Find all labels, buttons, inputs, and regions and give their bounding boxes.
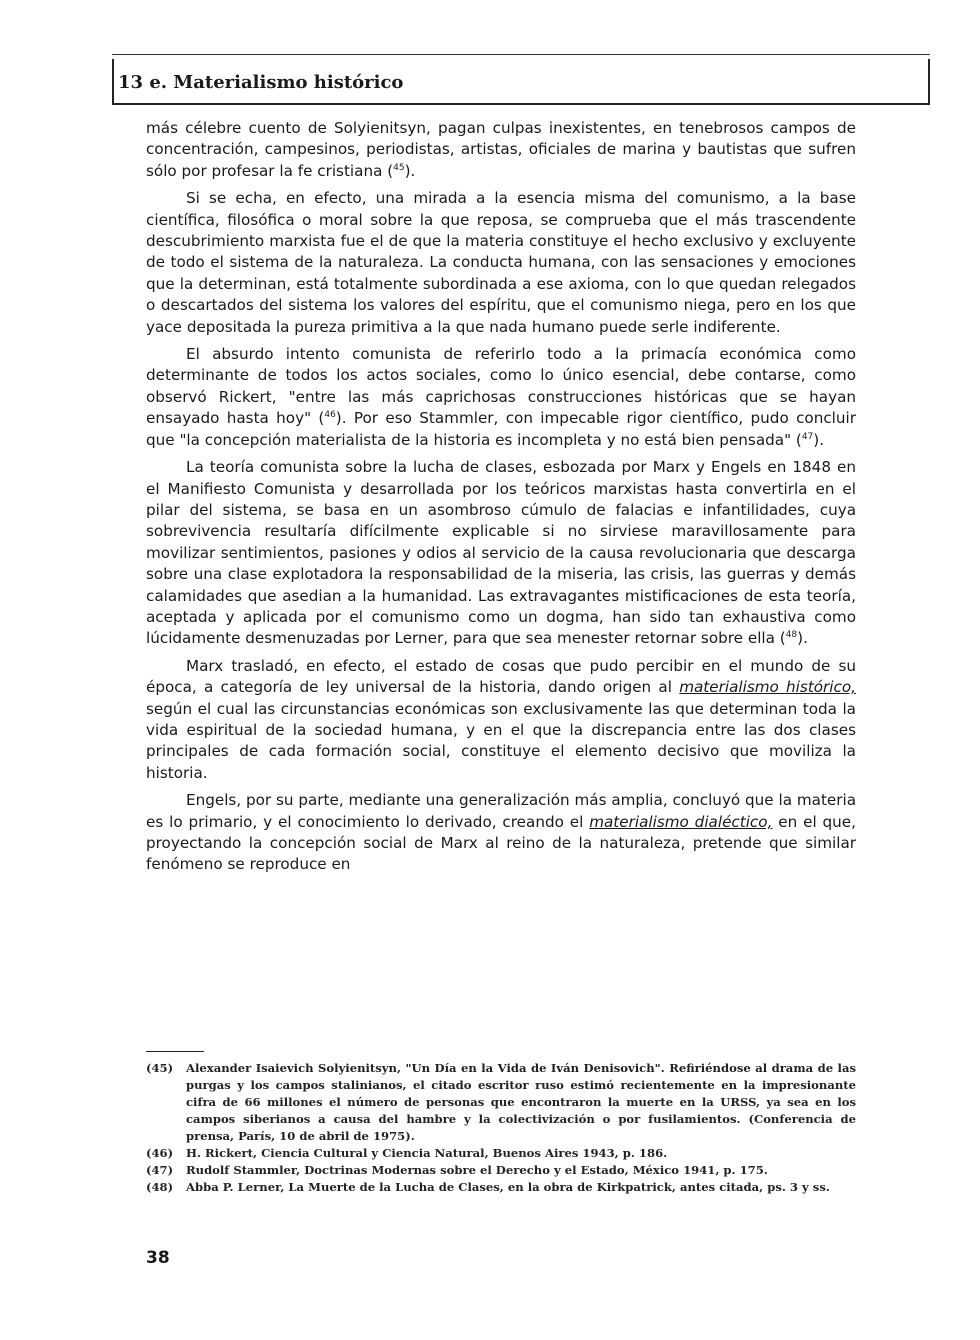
paragraph-text: ). Por eso Stammler, con impecable rigor científico, pudo concluir que "la concepción materialista de la historia es incompleta y no está bien pensada" (: [146, 409, 856, 449]
underlined-term: materialismo histórico,: [679, 678, 856, 697]
footnote-number: (46): [146, 1146, 174, 1160]
footnote-text: H. Rickert, Ciencia Cultural y Ciencia Natural, Buenos Aires 1943, p. 186.: [186, 1146, 668, 1160]
footnote-ref[interactable]: 48: [785, 630, 798, 641]
paragraph-text: según el cual las circunstancias económicas son exclusivamente las que determinan toda la vida espiritual de la sociedad humana, y en el que la discrepancia entre las dos clases principales de cada formación social, constituye el elemento decisivo que moviliza la historia.: [146, 699, 856, 782]
footnote-47: [146, 1162, 856, 1179]
underlined-term: materialismo dialéctico,: [589, 812, 773, 831]
paragraph-4: [146, 457, 856, 650]
footnote-separator: [146, 1051, 204, 1052]
paragraph-text: Engels, por su parte, mediante una generalización más amplia, concluyó que la materia es lo primario, y el conocimiento lo derivado, creando el: [146, 791, 857, 831]
footnote-number: (48): [146, 1180, 174, 1194]
footnote-text: Rudolf Stammler, Doctrinas Modernas sobre el Derecho y el Estado, México 1941, p. 175.: [186, 1163, 768, 1177]
paragraph-text: Marx trasladó, en efecto, el estado de cosas que pudo percibir en el mundo de su época, a categoría de ley universal de la historia, dando origen al: [146, 656, 856, 697]
paragraph-6: [146, 790, 856, 876]
paragraph-1: [146, 118, 856, 182]
footnote-ref[interactable]: 47: [801, 431, 814, 442]
paragraph-text: más célebre cuento de Solyienitsyn, pagan culpas inexistentes, en tenebrosos campos de concentración, campesinos, periodistas, artistas, oficiales de marina y bautistas que sufren sólo por profesar la fe cristiana (: [146, 119, 856, 180]
footnote-45: [146, 1060, 856, 1145]
footnote-ref[interactable]: 46: [324, 410, 336, 421]
paragraph-text: en el que, proyectando la concepción social de Marx al reino de la naturaleza, pretende que similar fenómeno se reproduce en: [146, 812, 856, 874]
footnote-46: [146, 1145, 856, 1162]
footnote-48: [146, 1179, 856, 1196]
paragraph-text: El absurdo intento comunista de referirlo todo a la primacía económica como determinante de todos los actos sociales, como lo único esencial, debe contarse, como observó Rickert, "entre las más caprichosas construcciones históricas que se hayan ensayado hasta hoy" (: [146, 345, 856, 428]
paragraph-3: [146, 344, 856, 451]
page-number: 38: [146, 1248, 170, 1268]
paragraph-text: ).: [797, 629, 808, 648]
footnote-text: Abba P. Lerner, La Muerte de la Lucha de Clases, en la obra de Kirkpatrick, antes citada, ps. 3 y ss.: [186, 1180, 830, 1194]
footnotes: [146, 1060, 856, 1196]
footnote-ref[interactable]: 45: [393, 162, 405, 173]
paragraph-5: [146, 656, 856, 784]
footnote-text: Alexander Isaievich Solyienitsyn, "Un Día en la Vida de Iván Denisovich". Refiriéndose al drama de las purgas y los campos stalinianos, el citado escritor ruso estimó recientemente en la impresionante cifra de 66 millones el número de personas que encontraron la muerte en la URSS, ya sea en los campos siberianos a causa del hambre y la colectivización o por fusilamientos. (Conferencia de prensa, París, 10 de abril de 1975).: [186, 1061, 856, 1143]
footnote-number: (45): [146, 1061, 174, 1075]
section-title: 13 e. Materialismo histórico: [118, 72, 404, 93]
paragraph-text: ).: [404, 161, 416, 180]
paragraph-2: Si se echa, en efecto, una mirada a la esencia misma del comunismo, a la base científica, filosófica o moral sobre la que reposa, se comprueba que el más trascendente descubrimiento marxista fue el de que la materia constituye el hecho exclusivo y excluyente de todo el sistema de la naturaleza. La conducta humana, con las sensaciones y emociones que la determinan, está totalmente subordinada a ese axioma, con lo que quedan relegados o descartados del sistema los valores del espíritu, que el comunismo niega, pero en los que yace depositada la pureza primitiva a la que nada humano puede serle indiferente.: [146, 189, 856, 336]
paragraph-text: ).: [813, 430, 825, 449]
paragraph-text: La teoría comunista sobre la lucha de clases, esbozada por Marx y Engels en 1848 en el Manifiesto Comunista y desarrollada por los teóricos marxistas hasta convertirla en el pilar del sistema, se basa en un asombroso cúmulo de falacias e infantilidades, cuya sobrevivencia resultaría difícilmente explicable si no sirviese maravillosamente para movilizar sentimientos, pasiones y odios al servicio de la causa revolucionaria que descarga sobre una clase explotadora la responsabilidad de la miseria, las crisis, las guerras y demás calamidades que asedian a la humanidad. Las extravagantes mistificaciones de esta teoría, aceptada y aplicada por el comunismo como un dogma, han sido tan exhaustiva como lúcidamente desmenuzadas por Lerner, para que sea menester retornar sobre ella (: [146, 458, 856, 648]
body-text: [146, 118, 856, 882]
footnote-number: (47): [146, 1163, 174, 1177]
header-top-rule: [112, 54, 930, 55]
